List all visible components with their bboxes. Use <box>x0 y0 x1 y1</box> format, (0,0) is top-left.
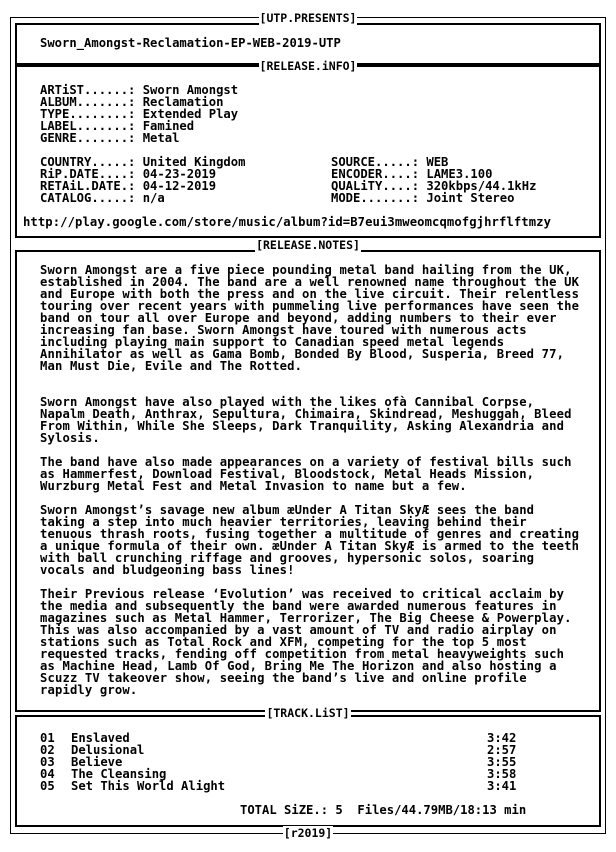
info-mode: MODE.......: Joint Stereo <box>331 191 515 205</box>
info-header: [RELEASE.iNFO] <box>259 59 357 73</box>
track-title: Delusional <box>71 743 145 757</box>
release-name: Sworn_Amongst-Reclamation-EP-WEB-2019-UTP <box>40 36 341 50</box>
notes-paragraph-1: Sworn Amongst are a five piece pounding metal band hailing from the UK, established in 2004. The band are a well renowned name throughout the UK and Europe with both the press and on the live circuit. Their relentless touring over recent years with pummeling live performances have seen the band on tour all over Europe and beyond, adding numbers to their ever increasing fan base. Sworn Amongst have toured with numerous acts including playing main support to Canadian speed metal legends Annihilator as well as Gama Bomb, Bonded By Blood, Susperia, Breed 77, Man Must Die, Evile and The Rotted. <box>40 263 587 373</box>
info-url: http://play.google.com/store/music/album?id=B7eui3mweomcqmofgjhrflftmzy <box>23 215 552 229</box>
info-type: TYPE........: Extended Play <box>40 107 239 121</box>
notes-paragraph-5: Their Previous release ‘Evolution’ was received to critical acclaim by the media and subsequently the band were awarded numerous features in magazines such as Metal Hammer, Terrorizer, The Big Cheese & Powerplay. This was also accompanied by a vast amount of TV and radio airplay on stations such as Total Rock and XFM, competing for the top 5 most requested tracks, fending off competition from metal heavyweights such as Machine Head, Lamb Of God, Bring Me The Horizon and also hosting a Scuzz TV takeover show, seeing the band’s live and online profile rapidly grow. <box>40 587 580 697</box>
track-length: 3:42 <box>487 731 517 745</box>
info-rip-date: RiP.DATE....: 04-23-2019 <box>40 167 217 181</box>
info-genre: GENRE.......: Metal <box>40 131 180 145</box>
track-title: The Cleansing <box>71 767 167 781</box>
info-artist: ARTiST......: Sworn Amongst <box>40 83 239 97</box>
info-encoder: ENCODER....: LAME3.100 <box>331 167 493 181</box>
info-country: COUNTRY.....: United Kingdom <box>40 155 246 169</box>
track-length: 3:41 <box>487 779 517 793</box>
track-number: 04 <box>40 767 55 781</box>
track-number: 03 <box>40 755 55 769</box>
track-length: 3:55 <box>487 755 517 769</box>
notes-paragraph-2: Sworn Amongst have also played with the likes ofà Cannibal Corpse, Napalm Death, Anthrax, Sepultura, Chimaira, Skindread, Meshuggah, Bleed From Within, While She Sleeps, Dark Tranquility, Asking Alexandria and Sylosis. <box>40 395 580 445</box>
presents-header: [UTP.PRESENTS] <box>259 11 357 25</box>
track-number: 01 <box>40 731 55 745</box>
info-album: ALBUM.......: Reclamation <box>40 95 224 109</box>
track-number: 02 <box>40 743 55 757</box>
track-title: Set This World Alight <box>71 779 226 793</box>
track-title: Believe <box>71 755 123 769</box>
track-length: 2:57 <box>487 743 517 757</box>
info-catalog: CATALOG.....: n/a <box>40 191 165 205</box>
track-title: Enslaved <box>71 731 130 745</box>
notes-paragraph-3: The band have also made appearances on a variety of festival bills such as Hammerfest, Download Festival, Bloodstock, Metal Heads Mission, Wurzburg Metal Fest and Metal Invasion to name but a few. <box>40 455 580 493</box>
tracklist-header: [TRACK.LiST] <box>266 706 350 720</box>
info-quality: QUALiTY....: 320kbps/44.1kHz <box>331 179 537 193</box>
footer-year: [r2019] <box>283 826 333 840</box>
track-length: 3:58 <box>487 767 517 781</box>
total-size: TOTAL SiZE.: 5 Files/44.79MB/18:13 min <box>240 803 527 817</box>
notes-header: [RELEASE.NOTES] <box>256 238 360 252</box>
info-label: LABEL.......: Famined <box>40 119 195 133</box>
track-number: 05 <box>40 779 55 793</box>
info-source: SOURCE.....: WEB <box>331 155 449 169</box>
notes-paragraph-4: Sworn Amongst’s savage new album æUnder A Titan SkyÆ sees the band taking a step into much heavier territories, leaving behind their tenuous thrash roots, fusing together a multitude of genres and creating a unique formula of their own. æUnder A Titan SkyÆ is armed to the teeth with ball crunching riffage and grooves, hypersonic solos, soaring vocals and bludgeoning bass lines! <box>40 503 587 577</box>
info-retail-date: RETAiL.DATE.: 04-12-2019 <box>40 179 217 193</box>
